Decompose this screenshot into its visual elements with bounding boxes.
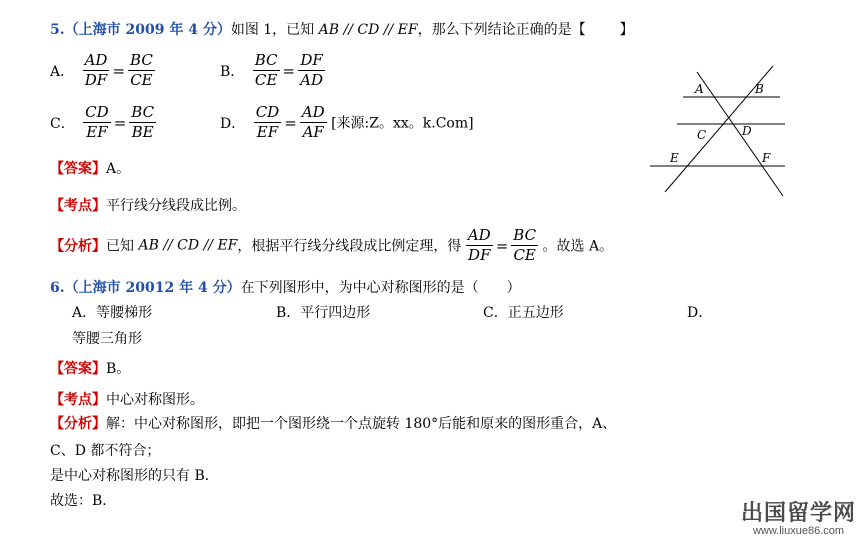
- transversal-2: [697, 72, 783, 196]
- point-a: A: [695, 82, 704, 96]
- fraction: $\frac{BC}{CE}$: [513, 226, 537, 264]
- q5-option-a: A． $\frac{AD}{DF}$ = $\frac{BC}{CE}$: [50, 51, 153, 89]
- q6-kaodian: [50, 389, 204, 409]
- kaodian-text: 平行线分线段成比例。: [106, 198, 246, 214]
- point-f: F: [762, 151, 771, 165]
- q5-stem: [50, 19, 634, 39]
- q6-source: （上海市 20012 年 4 分）: [64, 280, 241, 296]
- q6-number: 6.: [50, 280, 65, 296]
- q6-option-b: B．平行四边形: [276, 305, 371, 321]
- watermark-logo: [741, 496, 856, 537]
- q5-stem-a: 如图 1，已知: [230, 22, 315, 38]
- q5-kaodian: [50, 195, 246, 215]
- answer-tag: 【答案】: [50, 161, 106, 177]
- q5-option-c: C． $\frac{CD}{EF}$ = $\frac{BC}{BE}$: [50, 103, 155, 141]
- kaodian-tag: 【考点】: [50, 198, 106, 214]
- answer-text: B。: [106, 361, 131, 377]
- watermark-brand: 出国留学网: [740, 501, 856, 526]
- answer-text: A。: [106, 161, 131, 177]
- fraction: $\frac{AD}{DF}$: [84, 51, 108, 89]
- q5-fenxi: 【分析】已知 AB // CD // EF，根据平行线分线段成比例定理，得 $\frac{AD}{DF}$ = $\frac{BC}{CE}$ 。故选 A。: [50, 226, 614, 264]
- q6-stem-text: 在下列图形中，为中心对称图形的是（ ）: [240, 280, 521, 296]
- q6-stem: [50, 277, 521, 297]
- answer-tag: 【答案】: [50, 361, 106, 377]
- fraction: $\frac{CD}{EF}$: [85, 103, 109, 141]
- q6-fenxi-line2: C、D 都不符合；: [50, 443, 161, 459]
- q5-number: 5.: [50, 22, 65, 38]
- fraction: $\frac{CD}{EF}$: [255, 103, 280, 141]
- watermark-url: www.liuxue86.com: [752, 525, 845, 537]
- q5-stem-math: AB // CD // EF: [318, 22, 418, 38]
- fenxi-line: 解：中心对称图形，即把一个图形绕一个点旋转 180°后能和原来的图形重合，A、: [106, 416, 617, 432]
- q6-option-c: C．正五边形: [483, 305, 564, 321]
- q5-option-b: B． $\frac{BC}{CE}$ = $\frac{DF}{AD}$: [220, 51, 323, 89]
- q6-option-a: A．等腰梯形: [72, 305, 153, 321]
- q5-option-d: D． $\frac{CD}{EF}$ = $\frac{AD}{AF}$ [来源:Z。xx。k.Com]: [220, 103, 474, 141]
- q6-answer: [50, 358, 130, 378]
- source-note: [来源:Z。xx。k.Com]: [331, 115, 474, 132]
- q6-option-d: D．: [687, 305, 713, 321]
- fraction: $\frac{BC}{CE}$: [254, 51, 278, 89]
- q5-stem-c: 】: [619, 22, 634, 38]
- fraction: $\frac{AD}{DF}$: [467, 226, 491, 264]
- fenxi-tag: 【分析】: [50, 416, 106, 432]
- q6-fenxi: [50, 413, 616, 433]
- q6-fenxi-line4: 故选：B．: [50, 493, 117, 509]
- fraction: $\frac{AD}{AF}$: [301, 103, 325, 141]
- point-c: C: [697, 128, 707, 142]
- q5-source: （上海市 2009 年 4 分）: [64, 22, 231, 38]
- fraction: $\frac{BC}{BE}$: [131, 103, 155, 141]
- kaodian-text: 中心对称图形。: [106, 392, 204, 408]
- point-d: D: [742, 124, 752, 138]
- q5-answer: [50, 158, 130, 178]
- point-e: E: [670, 151, 679, 165]
- kaodian-tag: 【考点】: [50, 392, 106, 408]
- q6-fenxi-line3: 是中心对称图形的只有 B．: [50, 468, 219, 484]
- q6-option-d-text: 等腰三角形: [72, 331, 142, 347]
- fraction: $\frac{BC}{CE}$: [130, 51, 153, 89]
- fenxi-tag: 【分析】: [50, 238, 106, 255]
- q5-stem-b: ，那么下列结论正确的是【: [417, 22, 586, 38]
- point-b: B: [755, 82, 764, 96]
- figure-parallel-lines: [645, 62, 795, 202]
- fraction: $\frac{DF}{AD}$: [300, 51, 323, 89]
